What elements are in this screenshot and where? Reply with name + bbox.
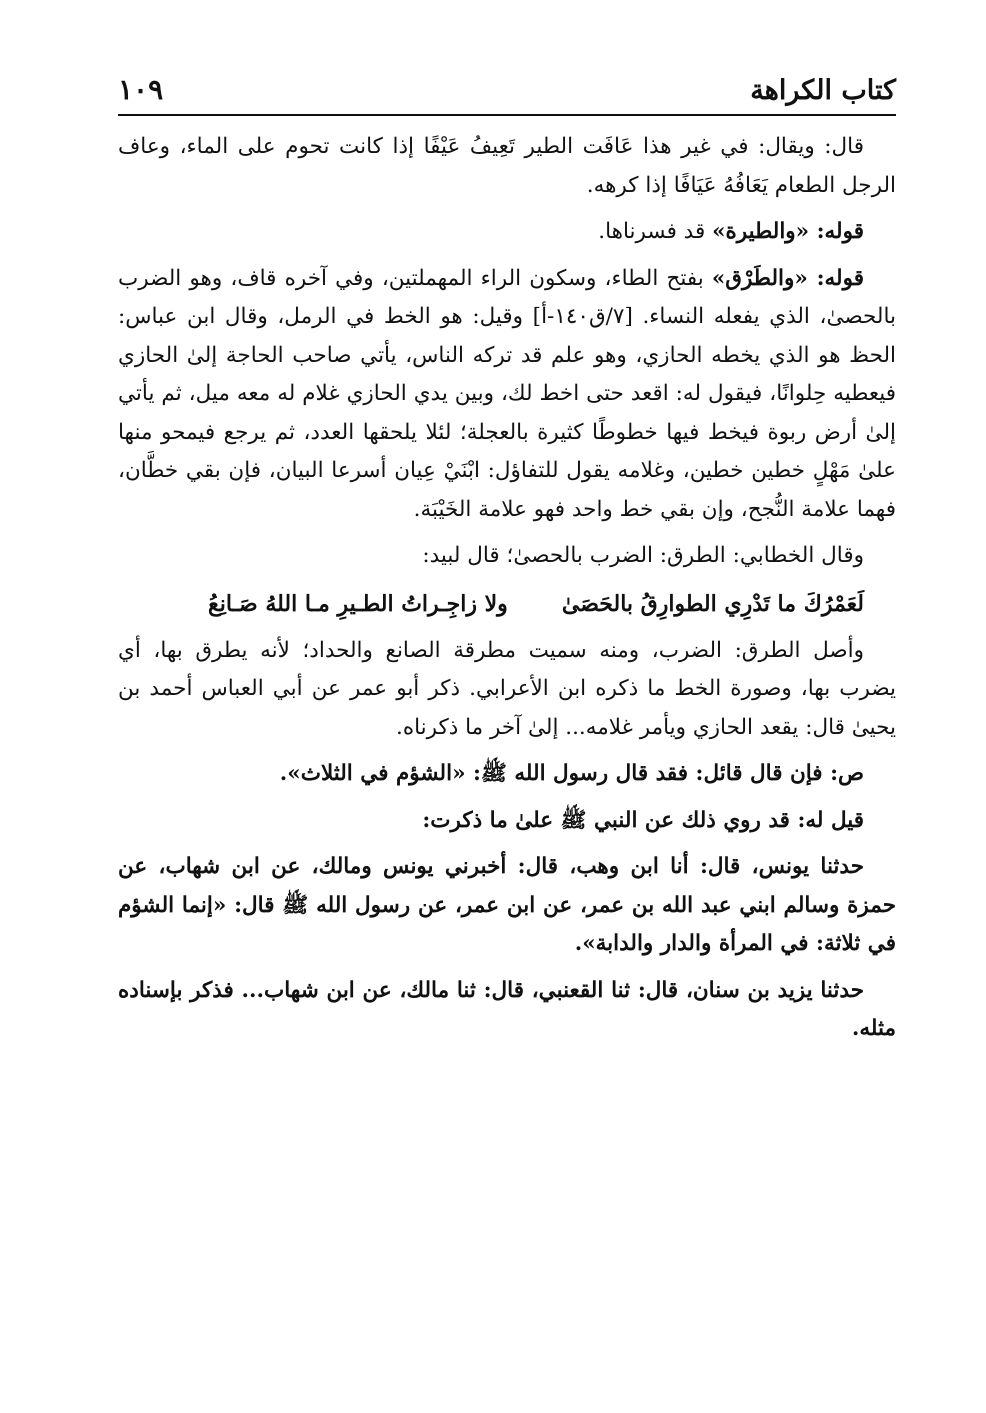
poem-verse	[118, 584, 896, 624]
paragraph-1-text: قال: ويقال: في غير هذا عَافَت الطير تَعِيفُ عَيْفًا إذا كانت تحوم على الماء، وعاف الرجل الطعام يَعَافُهُ عَيَافًا إذا كرهه.	[118, 134, 896, 198]
running-title: كتاب الكراهة	[750, 75, 896, 106]
book-page	[118, 50, 896, 1057]
paragraph-7-text: قيل له: قد روي ذلك عن النبي ﷺ علىٰ ما ذكرت:	[422, 807, 864, 833]
paragraph-9-text: حدثنا يزيد بن سنان، قال: ثنا القعنبي، قال: ثنا مالك، عن ابن شهاب... فذكر بإسناده مثله.	[118, 977, 896, 1041]
header-rule	[118, 114, 896, 116]
paragraph-2-lead: قوله: «والطيرة»	[712, 219, 864, 244]
paragraph-9	[118, 972, 896, 1049]
paragraph-5	[118, 632, 896, 748]
paragraph-8	[118, 848, 896, 964]
page-number: ١٠٩	[118, 73, 164, 106]
paragraph-8-text: حدثنا يونس، قال: أنا ابن وهب، قال: أخبرني يونس ومالك، عن ابن شهاب، عن حمزة وسالم ابني عبد الله بن عمر، عن ابن عمر، عن رسول الله ﷺ قال: «إنما الشؤم في ثلاثة: في المرأة والدار والدابة».	[118, 854, 896, 956]
running-header	[118, 50, 896, 106]
paragraph-6-text: ص: فإن قال قائل: فقد قال رسول الله ﷺ: «الشؤم في الثلاث».	[279, 761, 864, 786]
poem-first-hemistich: لَعَمْرُكَ ما تَدْرِي الطوارِقُ بالحَصَىٰ	[561, 590, 864, 617]
paragraph-1	[118, 128, 896, 205]
paragraph-7	[118, 802, 896, 841]
paragraph-2	[118, 213, 896, 252]
paragraph-4-text: وقال الخطابي: الطرق: الضرب بالحصىٰ؛ قال لبيد:	[422, 543, 864, 568]
paragraph-3-text: بفتح الطاء، وسكون الراء المهملتين، وفي آخره قاف، وهو الضرب بالحصىٰ، الذي يفعله النساء. [٧/ق١٤٠-أ] وقيل: هو الخط في الرمل، وقال ابن عباس: الحظ هو الذي يخطه الحازي، وهو علم قد تركه الناس، يأتي صاحب الحاجة إلىٰ الحازي فيعطيه حِلوانًا، فيقول له: اقعد حتى اخط لك، وبين يدي الحازي غلام له معه ميل، ثم يأتي إلىٰ أرض ربوة فيخط فيها خطوطًا كثيرة بالعجلة؛ لئلا يلحقها العدد، ثم يرجع فيمحو منها علىٰ مَهْلٍ خطين خطين، وغلامه يقول للتفاؤل: ابْنَيْ عِيان أسرعا البيان، فإن بقي خطَّان، فهما علامة النُّجح، وإن بقي خط واحد فهو علامة الخَيْبَة.	[118, 265, 896, 522]
paragraph-6	[118, 755, 896, 794]
paragraph-3-lead: قوله: «والطَرْق»	[711, 265, 864, 291]
paragraph-4	[118, 537, 896, 576]
paragraph-5-text: وأصل الطرق: الضرب، ومنه سميت مطرقة الصانع والحداد؛ لأنه يطرق بها، أي يضرب بها، وصورة الخط ما ذكره ابن الأعرابي. ذكر أبو عمر عن أبي العباس أحمد بن يحيىٰ قال: يقعد الحازي ويأمر غلامه... إلىٰ آخر ما ذكرناه.	[118, 637, 896, 740]
poem-second-hemistich: ولا زاجِـراتُ الطـيرِ مـا اللهُ صَـانِعُ	[208, 590, 508, 617]
paragraph-3	[118, 260, 896, 530]
paragraph-2-text: قد فسرناها.	[598, 219, 713, 244]
